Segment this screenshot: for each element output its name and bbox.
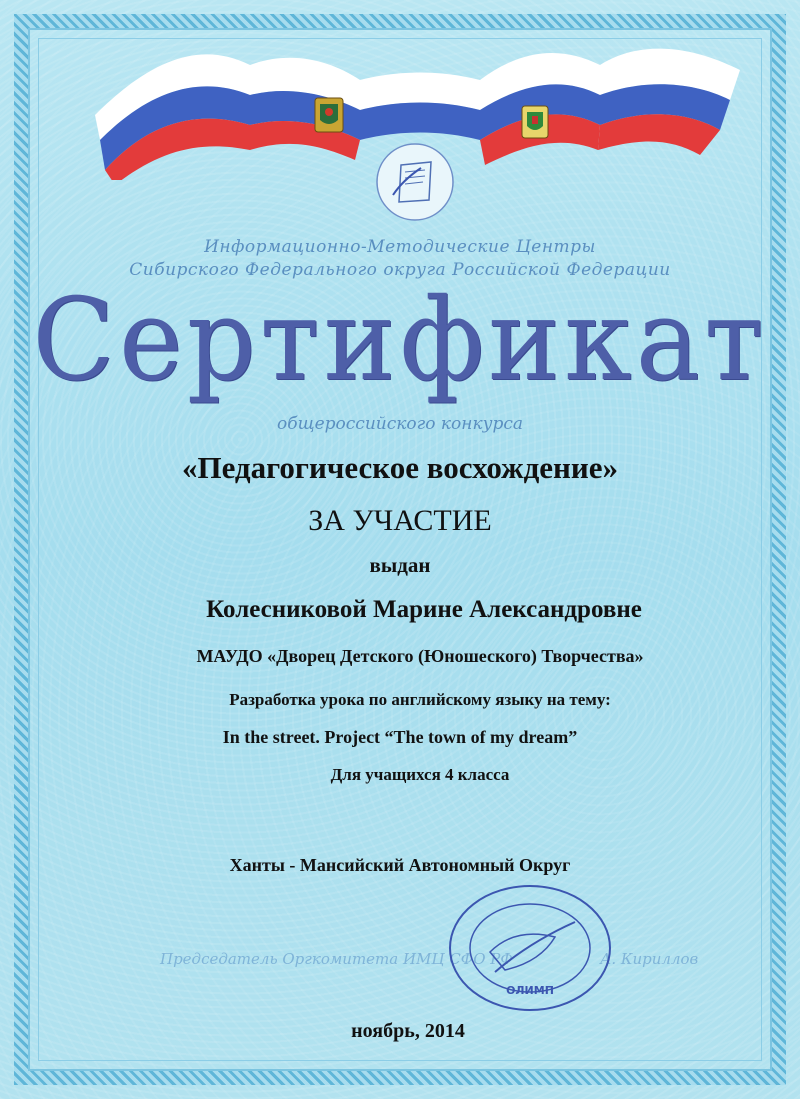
organization-line-1: Информационно-Методические Центры	[204, 237, 596, 257]
grade-line: Для учащихся 4 класса	[330, 765, 510, 784]
issue-date: ноябрь, 2014	[351, 1020, 465, 1042]
stamp-center-text: ОЛИМП	[506, 984, 554, 997]
contest-name: «Педагогическое восхождение»	[181, 450, 619, 485]
coat-of-arms-right-icon	[522, 106, 548, 138]
signature-role: Председатель Оргкомитета ИМЦ СФО РФ	[160, 950, 513, 968]
quill-scroll-emblem-icon	[373, 140, 457, 224]
coat-of-arms-left-icon	[315, 98, 343, 132]
region-name: Ханты - Мансийский Автономный Округ	[229, 855, 571, 875]
topic-line: Разработка урока по английскому языку на тему:	[229, 690, 611, 709]
certificate-title: Сертификат	[32, 274, 768, 407]
institution-name: МАУДО «Дворец Детского (Юношеского) Творчества»	[196, 646, 644, 666]
signature-name: А. Кириллов	[600, 950, 699, 968]
organization-line-2: Сибирского Федерального округа Российской Федерации	[129, 260, 671, 280]
issued-label: выдан	[369, 553, 431, 577]
recipient-name: Колесниковой Марине Александровне	[206, 596, 642, 623]
award-text: ЗА УЧАСТИЕ	[308, 504, 492, 537]
certificate-subtitle: общероссийского конкурса	[276, 414, 524, 434]
official-stamp-icon	[445, 882, 615, 1014]
project-title: In the street. Project “The town of my dream”	[222, 727, 578, 747]
